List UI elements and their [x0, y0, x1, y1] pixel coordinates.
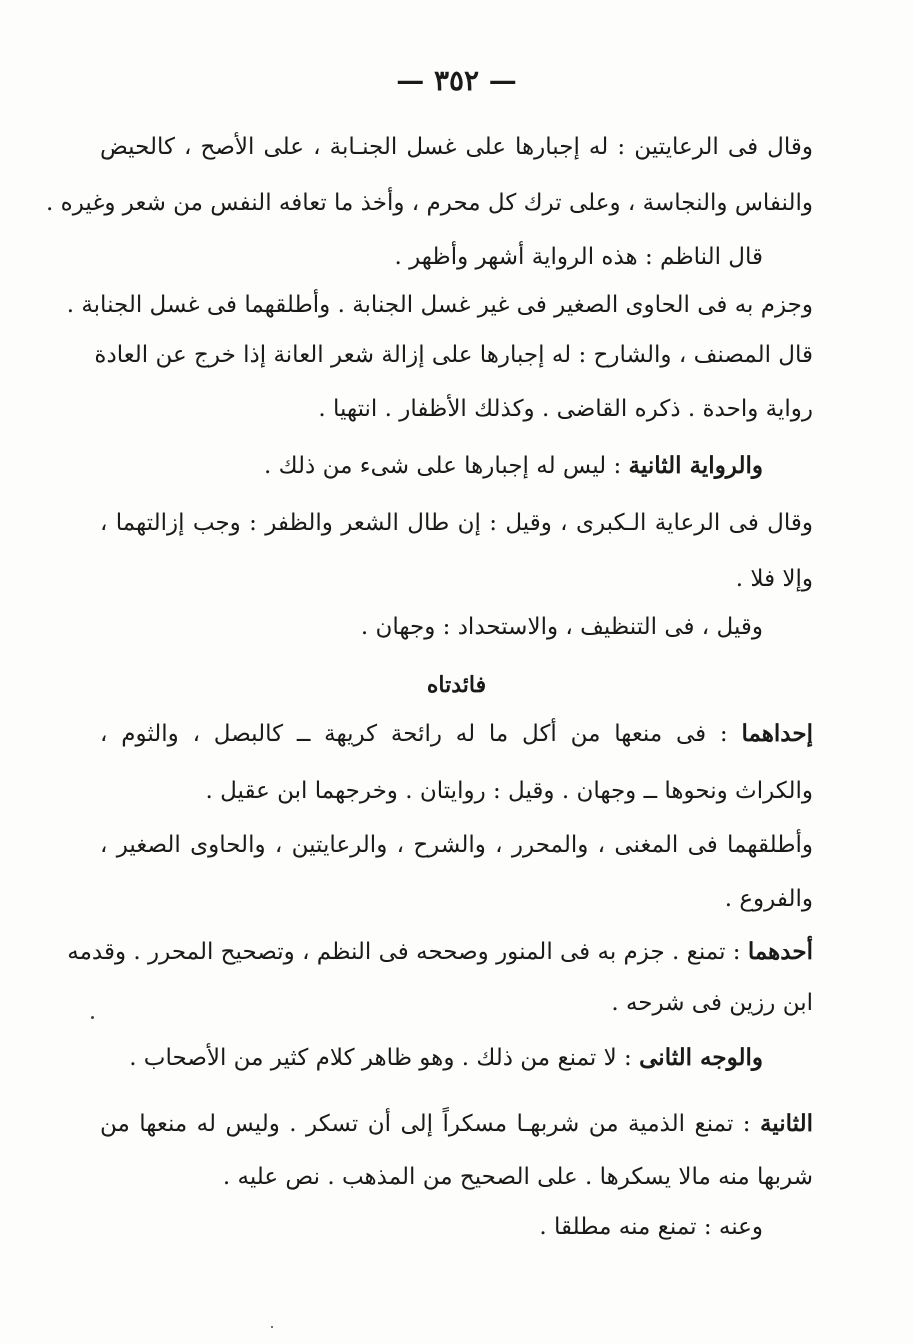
paragraph-12-line-1 — [100, 1110, 813, 1137]
paragraph-10-line-1 — [67, 938, 813, 965]
paragraph-5 — [264, 452, 763, 479]
paragraph-9-line-2: والفروع . — [724, 886, 813, 912]
term-one-of-two: أحدهما — [747, 938, 813, 965]
section-heading: فائدتاه — [426, 672, 487, 698]
paragraph-6-line-1: وقال فى الرعاية الـكبرى ، وقيل : إن طال الشعر والظفر : وجب إزالتهما ، — [100, 510, 813, 536]
paragraph-4-line-2: رواية واحدة . ذكره القاضى . وكذلك الأظفار . انتهيا . — [318, 396, 813, 422]
term-second-narration: والرواية الثانية — [628, 452, 763, 479]
paragraph-6-line-2: وإلا فلا . — [735, 566, 813, 592]
paragraph-2: قال الناظم : هذه الرواية أشهر وأظهر . — [394, 244, 763, 270]
paragraph-3: وجزم به فى الحاوى الصغير فى غير غسل الجنابة . وأطلقهما فى غسل الجنابة . — [66, 292, 813, 318]
paragraph-7: وقيل ، فى التنظيف ، والاستحداد : وجهان . — [360, 614, 763, 640]
paragraph-9-line-1: وأطلقهما فى المغنى ، والمحرر ، والشرح ، والرعايتين ، والحاوى الصغير ، — [100, 832, 813, 858]
paragraph-10-text: : تمنع . جزم به فى المنور وصححه فى النظم ، وتصحيح المحرر . وقدمه — [67, 939, 748, 965]
paragraph-11-text: : لا تمنع من ذلك . وهو ظاهر كلام كثير من الأصحاب . — [129, 1045, 640, 1071]
term-second-aspect: والوجه الثانى — [639, 1044, 763, 1071]
paragraph-11 — [129, 1044, 763, 1071]
paragraph-10-line-2: ابن رزين فى شرحه . — [611, 990, 813, 1016]
print-speck — [271, 1326, 273, 1328]
paragraph-1-line-1: وقال فى الرعايتين : له إجبارها على غسل الجنـابة ، على الأصح ، كالحيض — [100, 134, 813, 160]
term-second: الثانية — [759, 1110, 813, 1137]
paragraph-13: وعنه : تمنع منه مطلقا . — [539, 1214, 763, 1240]
paragraph-8-line-2: والكراث ونحوها ــ وجهان . وقيل : روايتان . وخرجهما ابن عقيل . — [205, 778, 813, 804]
paragraph-1-line-2: والنفاس والنجاسة ، وعلى ترك كل محرم ، وأخذ ما تعافه النفس من شعر وغيره . — [46, 190, 813, 216]
paragraph-8-text: : فى منعها من أكل ما له رائحة كريهة ــ كالبصل ، والثوم ، — [100, 721, 742, 747]
paragraph-8-line-1 — [100, 720, 813, 747]
term-first: إحداهما — [741, 720, 813, 747]
print-speck — [91, 1016, 94, 1019]
paragraph-5-text: : ليس له إجبارها على شىء من ذلك . — [264, 453, 629, 479]
paragraph-12-line-2: شربها منه مالا يسكرها . على الصحيح من المذهب . نص عليه . — [222, 1164, 813, 1190]
paragraph-12-text: : تمنع الذمية من شربهـا مسكراً إلى أن تسكر . وليس له منعها من — [100, 1111, 760, 1137]
paragraph-4-line-1: قال المصنف ، والشارح : له إجبارها على إزالة شعر العانة إذا خرج عن العادة — [94, 342, 813, 368]
page-number: — ٣٥٢ — — [396, 64, 517, 97]
